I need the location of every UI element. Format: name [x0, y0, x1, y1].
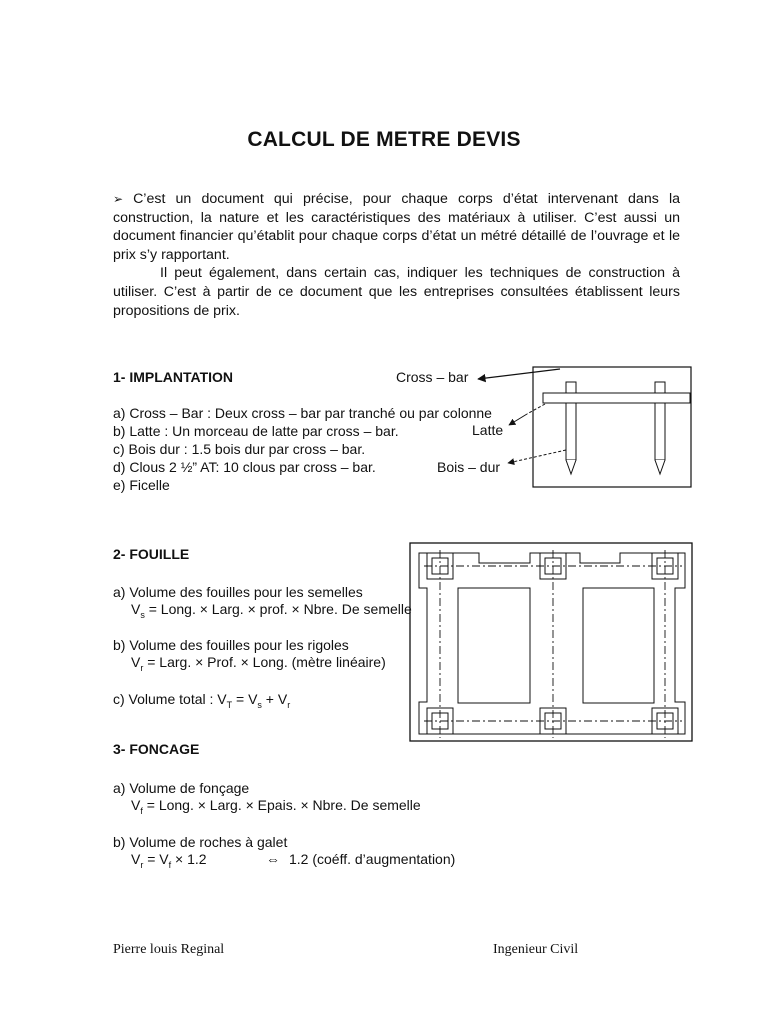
fouille-item-a: a) Volume des fouilles pour les semelles [113, 584, 363, 600]
foncage-formula-roches: $V_r = V_f \times 1.2$ [131, 851, 207, 870]
arrow-bullet-icon: ➢ [113, 192, 124, 206]
intro-text [113, 190, 680, 320]
section-foncage-heading: 3- FONCAGE [113, 741, 200, 757]
implantation-item-b: b) Latte : Un morceau de latte par cross – bar. [113, 423, 399, 439]
footer-role: Ingenieur Civil [493, 942, 579, 957]
page-title: CALCUL DE METRE DEVIS [247, 128, 521, 151]
fouille-item-c: c) Volume total : $V_T = V_s + V_r$ [113, 691, 291, 710]
latte-label: Latte [472, 422, 504, 438]
intro-paragraph-2: Il peut également, dans certain cas, indiquer les techniques de construction à utiliser. C’est à partir de ce document que les entreprises consultées établissent leurs propositions de prix. [113, 265, 680, 319]
implantation-item-a: a) Cross – Bar : Deux cross – bar par tranché ou par colonne [113, 405, 492, 421]
bois-dur-label: Bois – dur [437, 459, 501, 475]
implantation-item-c: c) Bois dur : 1.5 bois dur par cross – bar. [113, 441, 366, 457]
equivalence-icon: ⇔ [266, 851, 280, 867]
implantation-item-d: d) Clous 2 ½” AT: 10 clous par cross – bar. [113, 459, 376, 475]
section-implantation-heading: 1- IMPLANTATION [113, 369, 234, 385]
section-fouille-heading: 2- FOUILLE [113, 546, 190, 562]
fouille-formula-rigoles: $V_r$ = Larg. × Prof. × Long. (mètre linéaire) [131, 654, 386, 673]
fouille-formula-semelles: $V_s$ = Long. × Larg. × prof. × Nbre. De semelle [131, 601, 412, 620]
implantation-item-e: e) Ficelle [113, 477, 170, 493]
crossbar-label: Cross – bar [396, 369, 469, 385]
foncage-item-a: a) Volume de fonçage [113, 780, 250, 796]
coefficient-note: 1.2 (coéff. d’augmentation) [289, 851, 456, 867]
foncage-item-b: b) Volume de roches à galet [113, 834, 288, 850]
fouille-item-b: b) Volume des fouilles pour les rigoles [113, 637, 349, 653]
intro-paragraph-1: ➢ C’est un document qui précise, pour chaque corps d’état intervenant dans la construction, la nature et les caractéristiques des matériaux à utiliser. C’est aussi un document financier qu’établit pour chaque corps d’état un métré détaillé de l’ouvrage et le prix s’y rapportant. [113, 191, 680, 263]
foncage-formula-volume: $V_f$ = Long. × Larg. × Epais. × Nbre. De semelle [131, 797, 421, 816]
footer-author: Pierre louis Reginal [113, 942, 225, 957]
